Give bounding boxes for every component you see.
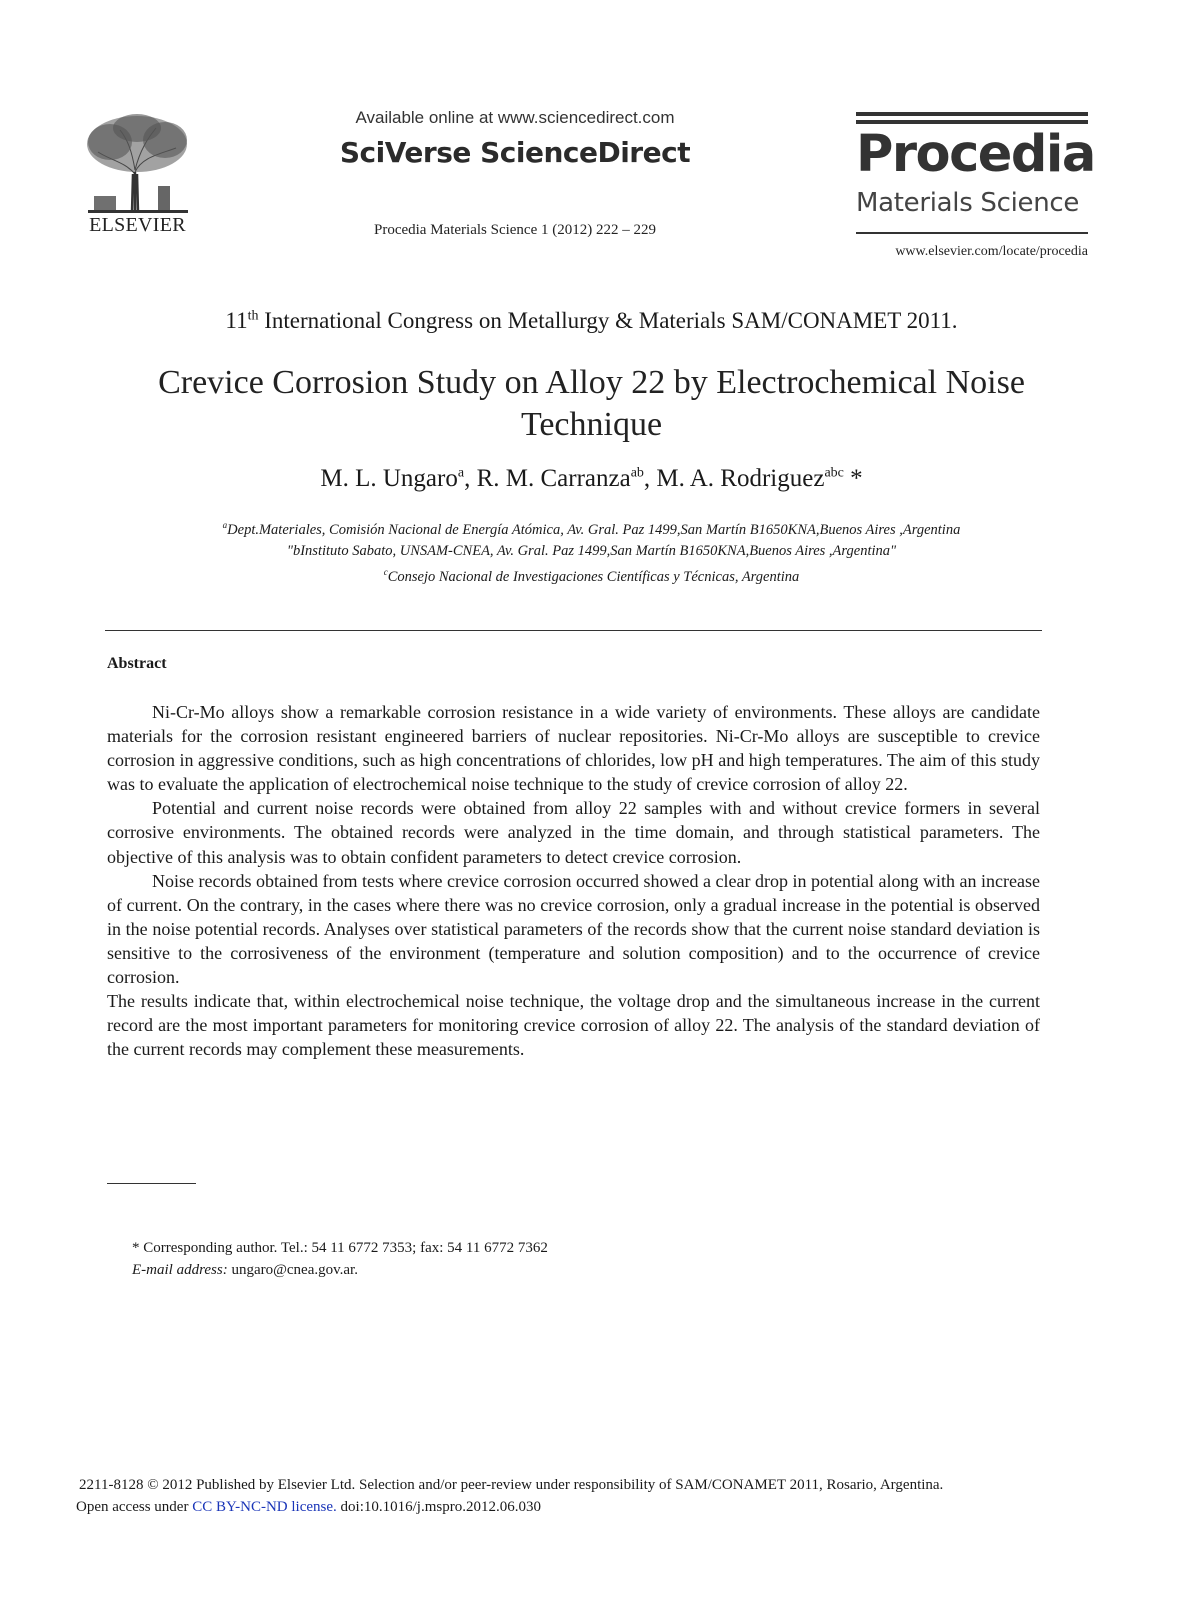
abstract-paragraph: Potential and current noise records were obtained from alloy 22 samples with and without crevice formers in several corrosive environments. The obtained records were analyzed in the time domain, and through statistical parameters. The objective of this analysis was to obtain confident parameters to detect crevice corrosion. [107, 798, 1040, 867]
affiliation-text: Dept.Materiales, Comisión Nacional de Energía Atómica, Av. Gral. Paz 1499,San Martín B1650KNA,Buenos Aires ,Argentina [227, 521, 961, 538]
author-separator: , [464, 465, 477, 492]
procedia-bottom-rule [856, 232, 1088, 234]
abstract-paragraph: Noise records obtained from tests where crevice corrosion occurred showed a clear drop in potential along with an increase of current. On the contrary, in the cases where there was no crevice corrosion, only a gradual increase in the potential is observed in the noise potential records. Analyses over statistical parameters of the records show that the current noise standard deviation is sensitive to the corrosiveness of the environment (temperature and solution composition) and to the occurrence of crevice corrosion. [107, 870, 1040, 988]
author-affil-mark: ab [630, 465, 644, 481]
procedia-top-rule-2 [856, 120, 1088, 124]
abstract-heading: Abstract [107, 655, 167, 672]
abstract-paragraph: Ni-Cr-Mo alloys show a remarkable corrosion resistance in a wide variety of environments. These alloys are candidate materials for the corrosion resistant engineered barriers of nuclear repositories. Ni-Cr-Mo alloys are susceptible to crevice corrosion in aggressive conditions, such as high concentrations of chlorides, low pH and high temperatures. The aim of this study was to evaluate the application of electrochemical noise technique to the study of crevice corrosion of alloy 22. [107, 702, 1040, 795]
section-divider [105, 630, 1042, 631]
paper-title-line-2: Technique [520, 406, 663, 443]
elsevier-wordmark: ELSEVIER [89, 214, 186, 236]
email-label: E-mail address: [132, 1262, 228, 1278]
affiliation-mark: a [222, 520, 228, 530]
available-online-text: Available online at www.sciencedirect.com [355, 108, 675, 127]
journal-url: www.elsevier.com/locate/procedia [895, 244, 1088, 259]
congress-ordinal-suffix: th [247, 308, 259, 324]
author-affil-mark: a [457, 465, 465, 481]
affiliation-mark: c [383, 566, 388, 577]
author-affil-mark: abc [824, 465, 844, 481]
procedia-subtitle: Materials Science [856, 188, 1080, 218]
affiliation-line [80, 515, 1103, 541]
author-name: R. M. Carranza [476, 465, 631, 492]
author-name: M. L. Ungaro [320, 465, 458, 492]
open-access-prefix: Open access under [76, 1499, 193, 1515]
paper-title [80, 362, 1103, 446]
doi-text: doi:10.1016/j.mspro.2012.06.030 [336, 1499, 541, 1515]
footnote [132, 1237, 548, 1281]
sciverse-sciencedirect-logo: SciVerse ScienceDirect [339, 136, 691, 169]
license-block [76, 1474, 1136, 1518]
elsevier-logo [80, 112, 195, 237]
journal-reference: Procedia Materials Science 1 (2012) 222 – 229 [373, 222, 656, 238]
affiliations [80, 515, 1103, 588]
author-separator: , [643, 465, 657, 492]
copyright-line: 2211-8128 © 2012 Published by Elsevier Ltd. Selection and/or peer-review under responsibility of SAM/CONAMET 2011, Rosario, Argentina. [79, 1477, 944, 1493]
procedia-wordmark: Procedia [856, 125, 1095, 184]
email-address: ungaro@cnea.gov.ar. [227, 1262, 358, 1278]
procedia-top-rule [856, 112, 1088, 116]
congress-text: International Congress on Metallurgy & Materials SAM/CONAMET 2011. [258, 308, 958, 333]
license-link[interactable]: CC BY-NC-ND license. [192, 1499, 337, 1515]
congress-line [0, 308, 1183, 334]
email-line [132, 1259, 548, 1281]
paper-title-line-1: Crevice Corrosion Study on Alloy 22 by Electrochemical Noise [158, 364, 1025, 401]
congress-ordinal: 11 [225, 308, 248, 333]
abstract-body [107, 700, 1040, 1061]
authors-line [0, 465, 1183, 493]
abstract-paragraph: The results indicate that, within electrochemical noise technique, the voltage drop and the simultaneous increase in the current record are the most important parameters for monitoring crevice corrosion of alloy 22. The analysis of the standard deviation of the current records may complement these measurements. [107, 991, 1040, 1060]
corresponding-mark: * [843, 465, 863, 492]
affiliation-line [80, 562, 1103, 588]
affiliation-text: Consejo Nacional de Investigaciones Científicas y Técnicas, Argentina [387, 568, 800, 585]
affiliation-text: "bInstituto Sabato, UNSAM-CNEA, Av. Gral. Paz 1499,San Martín B1650KNA,Buenos Aires ,Argentina" [286, 542, 897, 559]
author-name: M. A. Rodriguez [656, 465, 825, 492]
open-access-line [76, 1496, 1136, 1518]
affiliation-line [80, 541, 1103, 562]
footnote-rule [107, 1183, 196, 1184]
elsevier-tree-icon [80, 112, 195, 214]
corresponding-author-note: * Corresponding author. Tel.: 54 11 6772 7353; fax: 54 11 6772 7362 [132, 1240, 548, 1256]
